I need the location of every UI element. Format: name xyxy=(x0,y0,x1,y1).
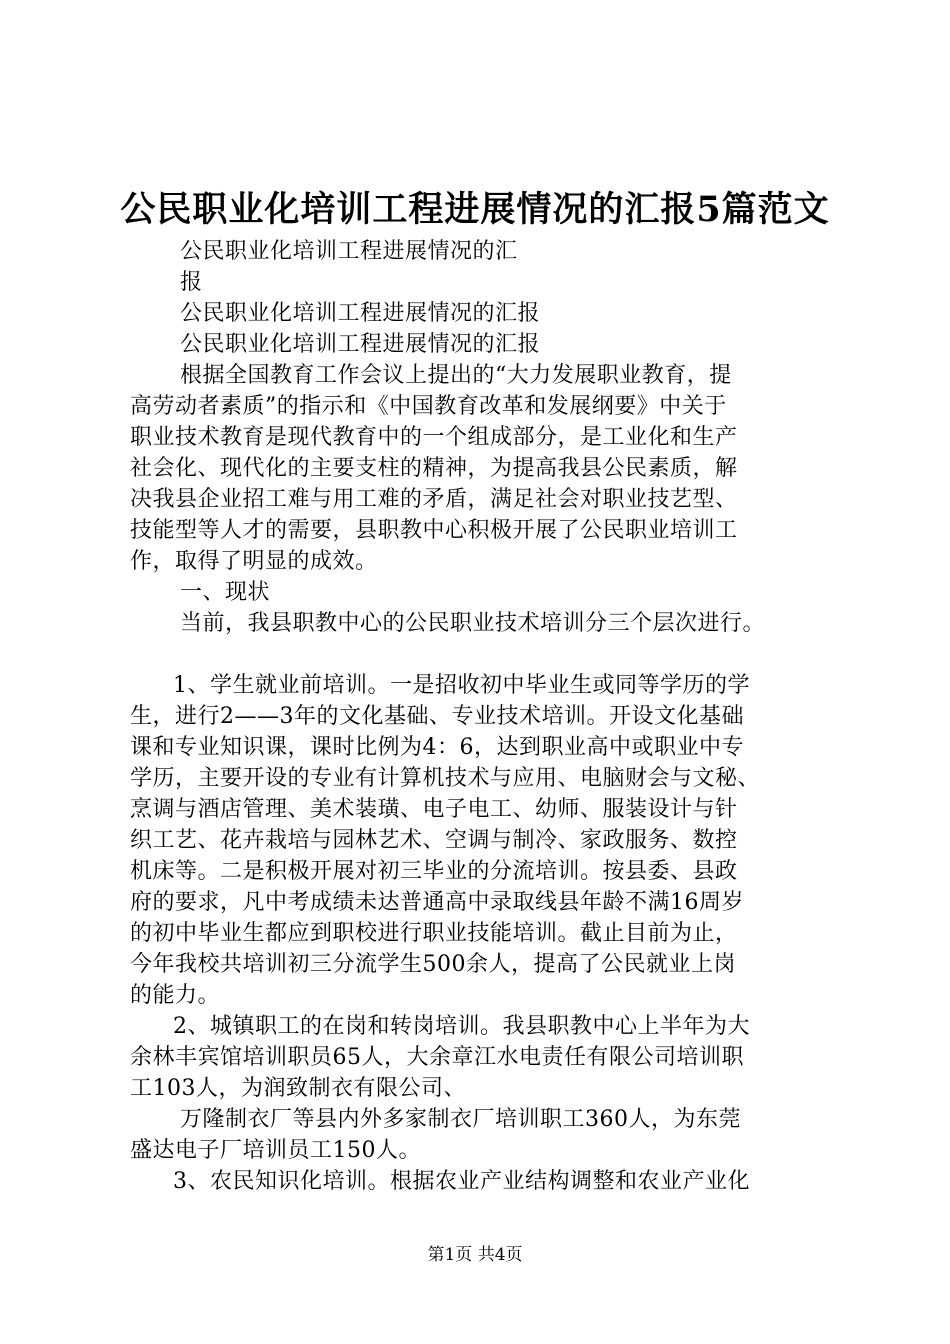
text-line: 报 xyxy=(180,270,203,295)
text-line: 织工艺、花卉栽培与园林艺术、空调与制冷、家政服务、数控 xyxy=(130,828,738,853)
blank-line xyxy=(130,639,850,670)
text-line: 技能型等人才的需要，县职教中心积极开展了公民职业培训工 xyxy=(130,518,738,543)
text-line: 的初中毕业生都应到职校进行职业技能培训。截止目前为止， xyxy=(130,921,738,946)
text-line: 学历，主要开设的专业有计算机技术与应用、电脑财会与文秘、 xyxy=(130,766,761,791)
text-line: 今年我校共培训初三分流学生500余人，提高了公民就业上岗 xyxy=(130,952,736,977)
page-footer: 第1页 共4页 xyxy=(427,1245,523,1265)
text-line: 的能力。 xyxy=(130,983,221,1008)
text-line: 府的要求，凡中考成绩未达普通高中录取线县年龄不满16周岁 xyxy=(130,890,744,915)
document-title: 公民职业化培训工程进展情况的汇报5篇范文 xyxy=(120,189,830,230)
text-line: 3、农民知识化培训。根据农业产业结构调整和农业产业化 xyxy=(173,1169,750,1194)
text-line: 盛达电子厂培训员工150人。 xyxy=(130,1138,421,1163)
text-line: 当前，我县职教中心的公民职业技术培训分三个层次进行。 xyxy=(180,611,766,636)
text-line: 职业技术教育是现代教育中的一个组成部分，是工业化和生产 xyxy=(130,425,738,450)
text-line: 作，取得了明显的成效。 xyxy=(130,549,378,574)
text-line: 生，进行2——3年的文化基础、专业技术培训。开设文化基础 xyxy=(130,704,744,729)
text-line: 工103人，为润致制衣有限公司、 xyxy=(130,1076,466,1101)
text-line: 课和专业知识课，课时比例为4：6，达到职业高中或职业中专 xyxy=(130,735,744,760)
text-line: 万隆制衣厂等县内外多家制衣厂培训职工360人，为东莞 xyxy=(180,1107,741,1132)
text-line: 决我县企业招工难与用工难的矛盾，满足社会对职业技艺型、 xyxy=(130,487,738,512)
text-line: 机床等。二是积极开展对初三毕业的分流培训。按县委、县政 xyxy=(130,859,738,884)
document-body xyxy=(130,236,850,1197)
text-line: 高劳动者素质”的指示和《中国教育改革和发展纲要》中关于 xyxy=(130,394,727,419)
text-line: 公民职业化培训工程进展情况的汇 xyxy=(180,239,518,264)
text-line: 1、学生就业前培训。一是招收初中毕业生或同等学历的学 xyxy=(173,673,750,698)
text-line: 公民职业化培训工程进展情况的汇报 xyxy=(180,301,541,326)
text-line: 烹调与酒店管理、美术装璜、电子电工、幼师、服装设计与针 xyxy=(130,797,738,822)
text-line: 2、城镇职工的在岗和转岗培训。我县职教中心上半年为大 xyxy=(173,1014,750,1039)
section-heading: 一、现状 xyxy=(180,580,271,605)
text-line: 根据全国教育工作会议上提出的“大力发展职业教育，提 xyxy=(180,363,732,388)
text-line: 公民职业化培训工程进展情况的汇报 xyxy=(180,332,541,357)
text-line: 社会化、现代化的主要支柱的精神，为提高我县公民素质，解 xyxy=(130,456,738,481)
text-line: 余林丰宾馆培训职员65人，大余章江水电责任有限公司培训职 xyxy=(130,1045,744,1070)
